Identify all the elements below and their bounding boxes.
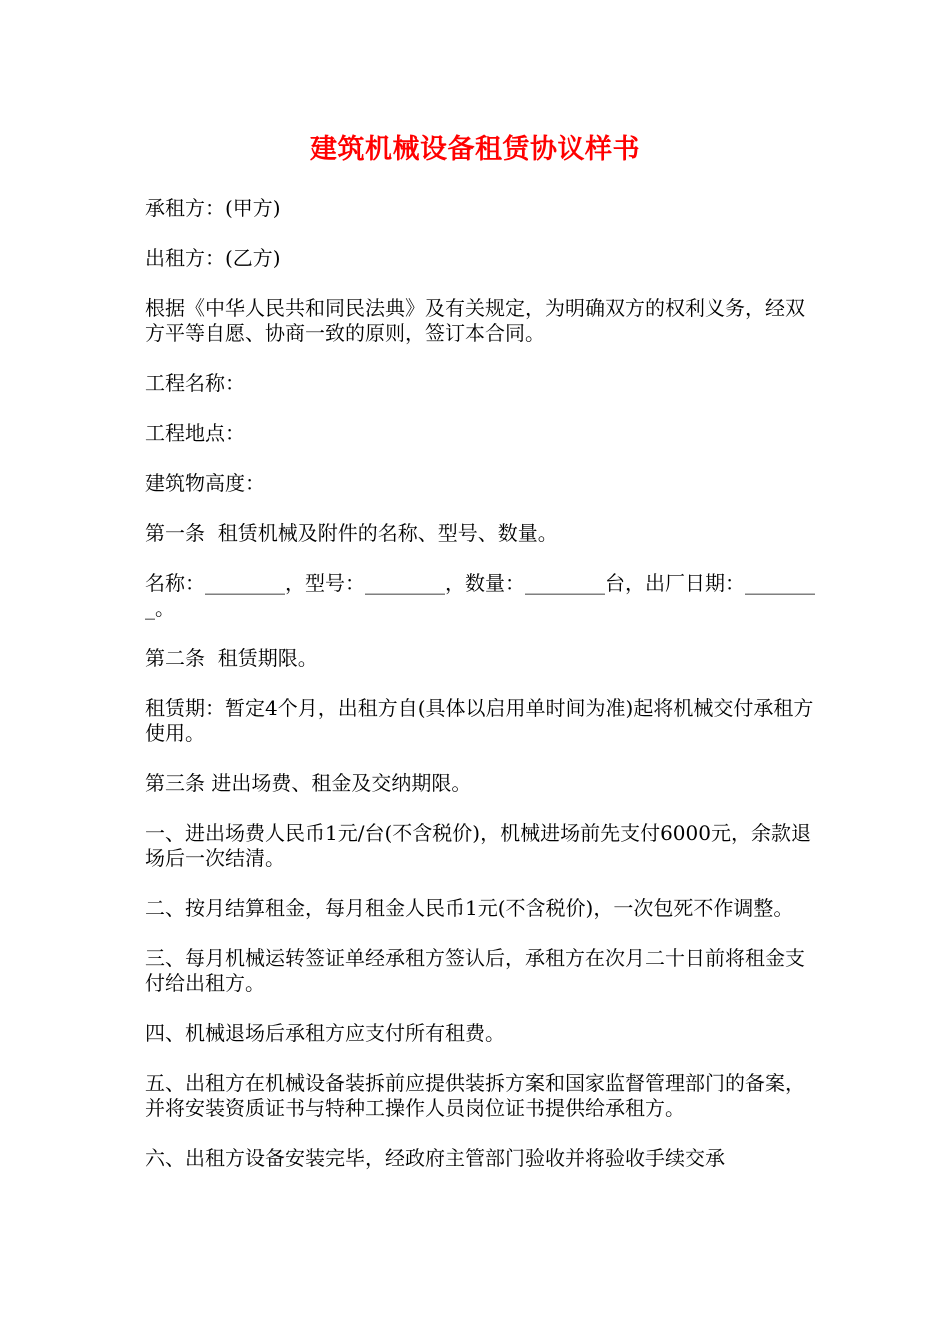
project-name-line: 工程名称：: [145, 371, 245, 395]
lessee-line: 承租方：(甲方): [145, 196, 281, 220]
article-3-heading: 第三条 进出场费、租金及交纳期限。: [145, 771, 472, 795]
project-location-line: 工程地点：: [145, 421, 245, 445]
clause-2: 二、按月结算租金，每月租金人民币1元(不含税价)，一次包死不作调整。: [145, 896, 794, 920]
lease-term-paragraph: 租赁期：暂定4个月，出租方自(具体以启用单时间为准)起将机械交付承租方使用。: [145, 696, 814, 745]
article-2-heading: 第二条 租赁期限。: [145, 646, 318, 670]
clause-1: 一、进出场费人民币1元/台(不含税价)，机械进场前先支付6000元，余款退场后一次结清。: [145, 821, 811, 870]
clause-3: 三、每月机械运转签证单经承租方签认后，承租方在次月二十日前将租金支付给出租方。: [145, 946, 805, 995]
building-height-line: 建筑物高度：: [145, 471, 265, 495]
document-title: 建筑机械设备租赁协议样书: [310, 134, 640, 165]
clause-6: 六、出租方设备安装完毕，经政府主管部门验收并将验收手续交承: [145, 1146, 725, 1170]
equipment-details-line: 名称：________，型号：________，数量：________台，出厂日期：________。: [145, 571, 815, 620]
clause-5: 五、出租方在机械设备装拆前应提供装拆方案和国家监督管理部门的备案，并将安装资质证书与特种工操作人员岗位证书提供给承租方。: [145, 1071, 805, 1120]
intro-paragraph: 根据《中华人民共和同民法典》及有关规定，为明确双方的权利义务，经双方平等自愿、协商一致的原则，签订本合同。: [145, 296, 805, 345]
document-body: [145, 196, 815, 1196]
article-1-heading: 第一条 租赁机械及附件的名称、型号、数量。: [145, 521, 558, 545]
lessor-line: 出租方：(乙方): [145, 246, 281, 270]
clause-4: 四、机械退场后承租方应支付所有租费。: [145, 1021, 505, 1045]
